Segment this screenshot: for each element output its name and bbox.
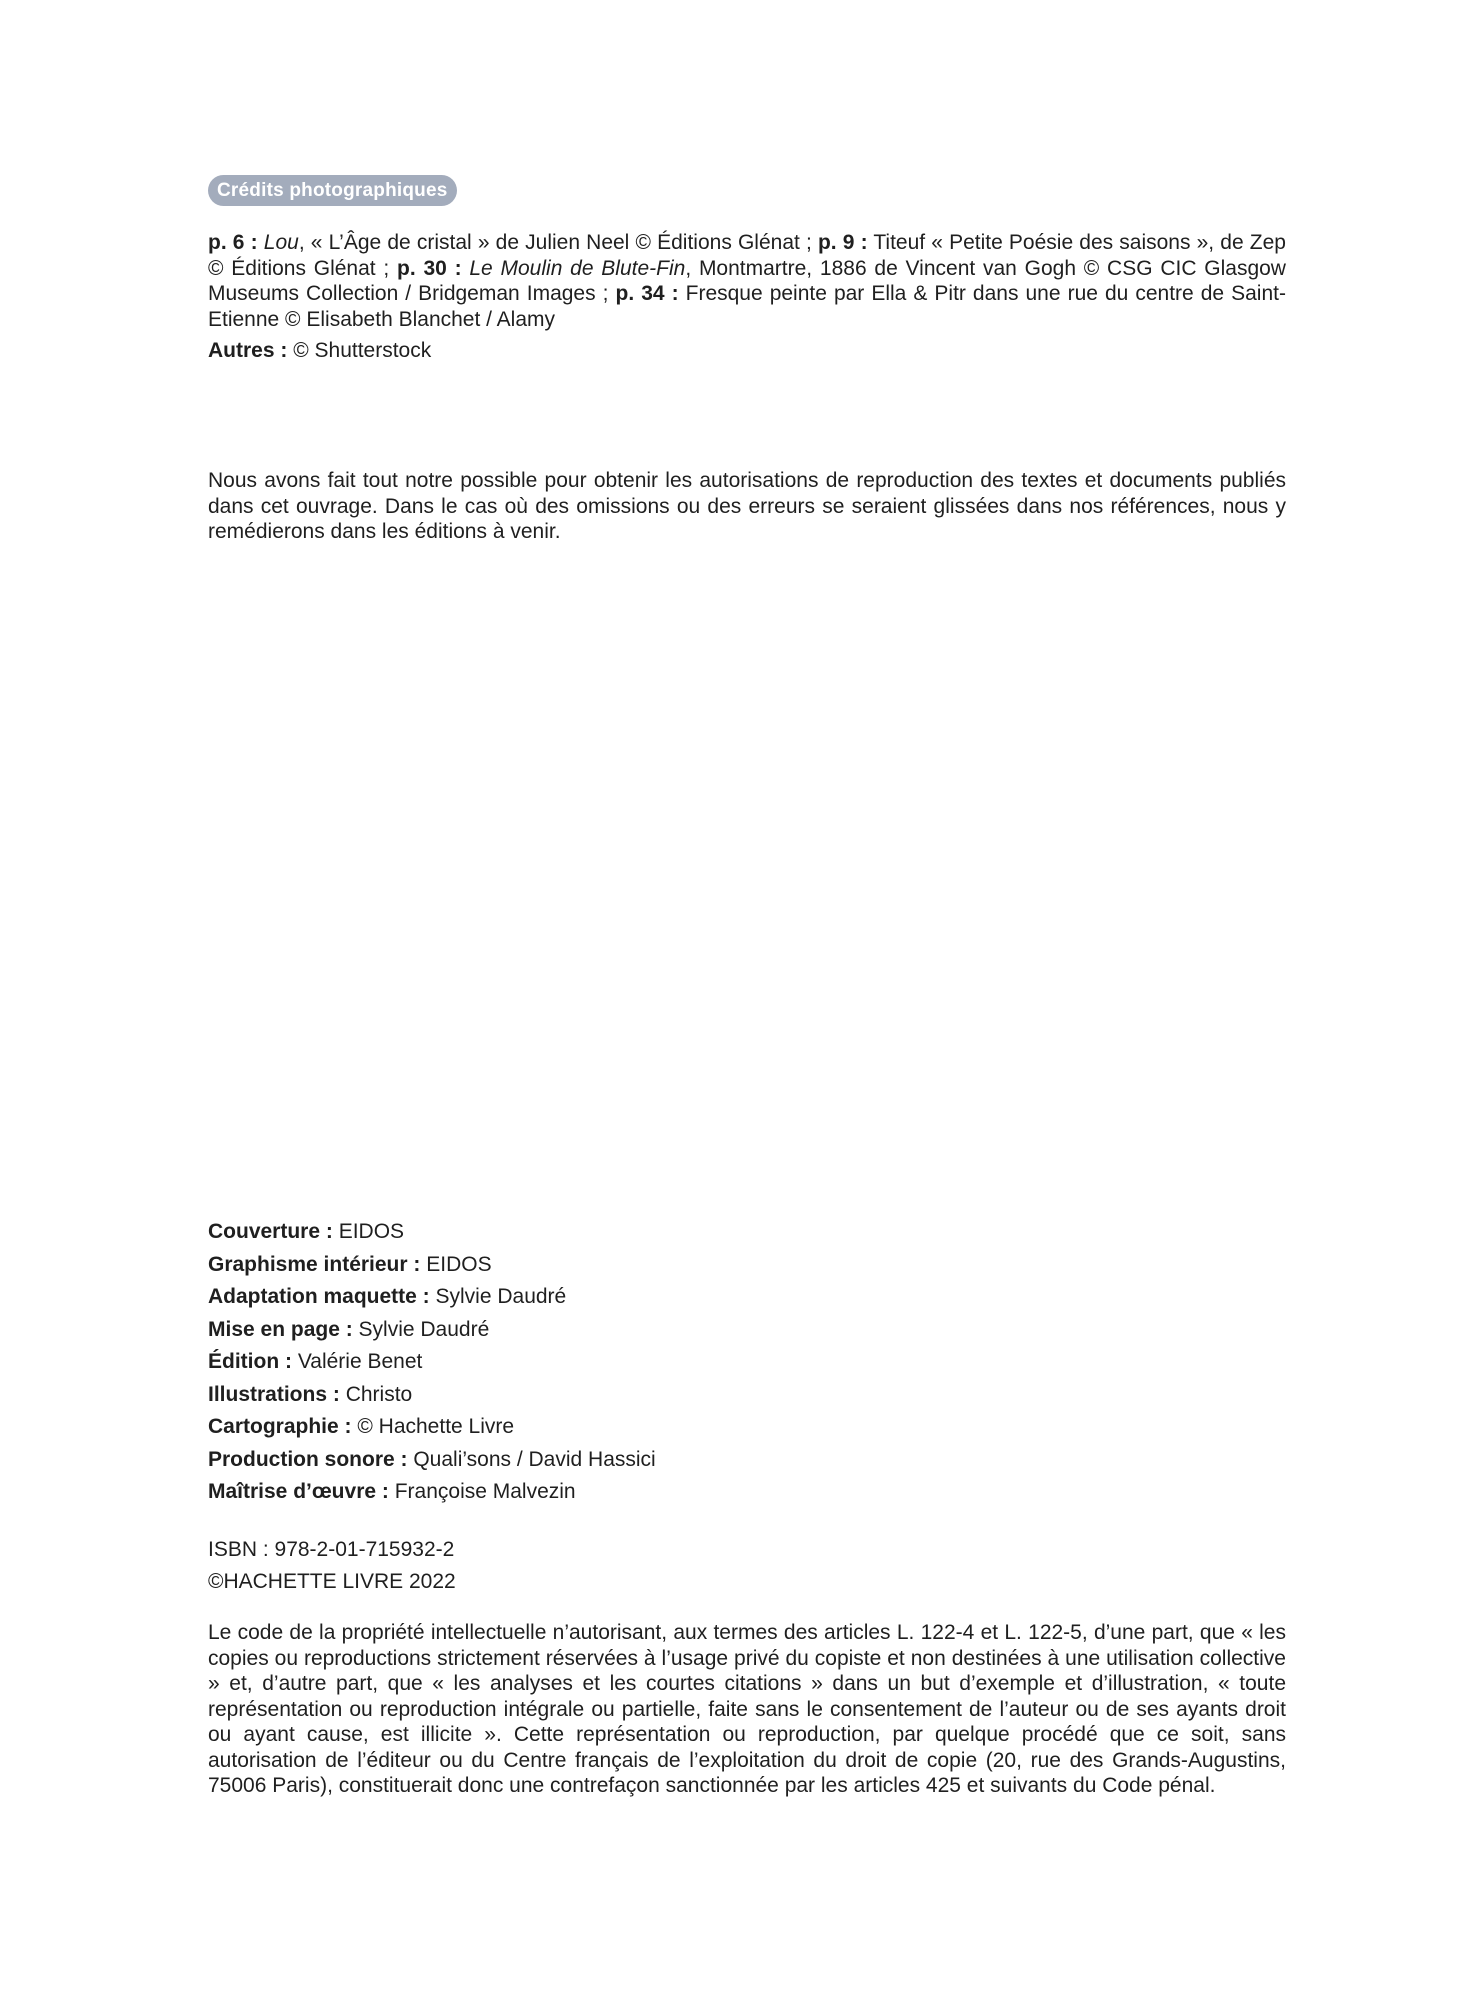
credit-ref-p9: p. 9 : <box>817 231 868 254</box>
staff-person: Sylvie Daudré <box>352 1317 490 1341</box>
credit-text-p6: , « L’Âge de cristal » de Julien Neel © Éditions Glénat ; <box>298 231 818 254</box>
staff-role: Maîtrise d’œuvre : <box>208 1480 389 1503</box>
credit-ref-p6: p. 6 : <box>208 231 258 254</box>
staff-person: EIDOS <box>332 1220 405 1243</box>
staff-item <box>208 1379 1286 1412</box>
staff-person: Françoise Malvezin <box>388 1480 576 1503</box>
staff-person: EIDOS <box>420 1252 492 1276</box>
credit-title-p6: Lou <box>263 231 299 254</box>
staff-person: Christo <box>339 1382 413 1406</box>
isbn-number: ISBN : 978-2-01-715932-2 <box>208 1538 455 1561</box>
staff-role: Adaptation maquette : <box>208 1285 430 1308</box>
other-credits-label: Autres : <box>208 339 288 362</box>
staff-person: Valérie Benet <box>291 1350 423 1373</box>
credit-text-p9: Titeuf « Petite Poésie des saisons », de Zep © Éditions Glénat ; <box>208 231 1286 280</box>
staff-role: Production sonore : <box>208 1447 408 1471</box>
staff-role: Couverture : <box>208 1220 333 1243</box>
staff-person: Quali’sons / David Hassici <box>407 1447 656 1471</box>
credits-badge: Crédits photographiques <box>208 175 457 206</box>
staff-role: Illustrations : <box>208 1382 340 1406</box>
reproduction-notice: Nous avons fait tout notre possible pour obtenir les autorisations de reproduction des textes et documents publiés dans cet ouvrage. Dans le cas où des omissions ou des erreurs se seraient glissées dans nos références, nous y remédierons dans les éditions à venir. <box>208 469 1286 543</box>
staff-item <box>208 1411 1286 1444</box>
staff-person: © Hachette Livre <box>351 1415 515 1438</box>
staff-person: Sylvie Daudré <box>429 1285 567 1308</box>
staff-item <box>208 1216 1286 1249</box>
copyright-line: ©HACHETTE LIVRE 2022 <box>208 1570 456 1593</box>
staff-item <box>208 1314 1286 1347</box>
staff-item <box>208 1476 1286 1509</box>
credit-text-p30: , Montmartre, 1886 de Vincent van Gogh © CSG CIC Glasgow Museums Collection / Bridgeman Images ; <box>208 256 1286 305</box>
staff-list <box>208 1216 1286 1509</box>
staff-item <box>208 1346 1286 1379</box>
legal-notice: Le code de la propriété intellectuelle n’autorisant, aux termes des articles L. 122-4 et L. 122-5, d’une part, que « les copies ou reproductions strictement réservées à l’usage privé du copiste et non destinées à une utilisation collective » et, d’autre part, que « les analyses et les courtes citations » dans un but d’exemple et d’illustration, « toute représentation ou reproduction intégrale ou partielle, faite sans le consentement de l’auteur ou de ses ayants droit ou ayant cause, est illicite ». Cette représentation ou reproduction, par quelque procédé que ce soit, sans autorisation de l’éditeur ou du Centre français de l’exploitation du droit de copie (20, rue des Grands-Augustins, 75006 Paris), constituerait donc une contrefaçon sanctionnée par les articles 425 et suivants du Code pénal. <box>208 1621 1286 1797</box>
staff-role: Édition : <box>208 1350 292 1373</box>
staff-role: Cartographie : <box>208 1415 352 1438</box>
staff-item <box>208 1249 1286 1282</box>
other-credits-value: © Shutterstock <box>287 339 432 362</box>
credit-ref-p30: p. 30 : <box>397 256 462 280</box>
staff-item <box>208 1281 1286 1314</box>
staff-role: Mise en page : <box>208 1317 353 1341</box>
credit-text-p34: Fresque peinte par Ella & Pitr dans une rue du centre de Saint-Etienne © Elisabeth Blanchet / Alamy <box>208 282 1286 331</box>
photo-credits-paragraph <box>208 230 1286 332</box>
isbn-block <box>208 1534 1286 1598</box>
credit-ref-p34: p. 34 : <box>615 282 679 305</box>
staff-item <box>208 1444 1286 1477</box>
other-credits <box>208 338 1286 364</box>
credit-title-p30: Le Moulin de Blute-Fin <box>469 256 686 280</box>
staff-role: Graphisme intérieur : <box>208 1252 421 1276</box>
